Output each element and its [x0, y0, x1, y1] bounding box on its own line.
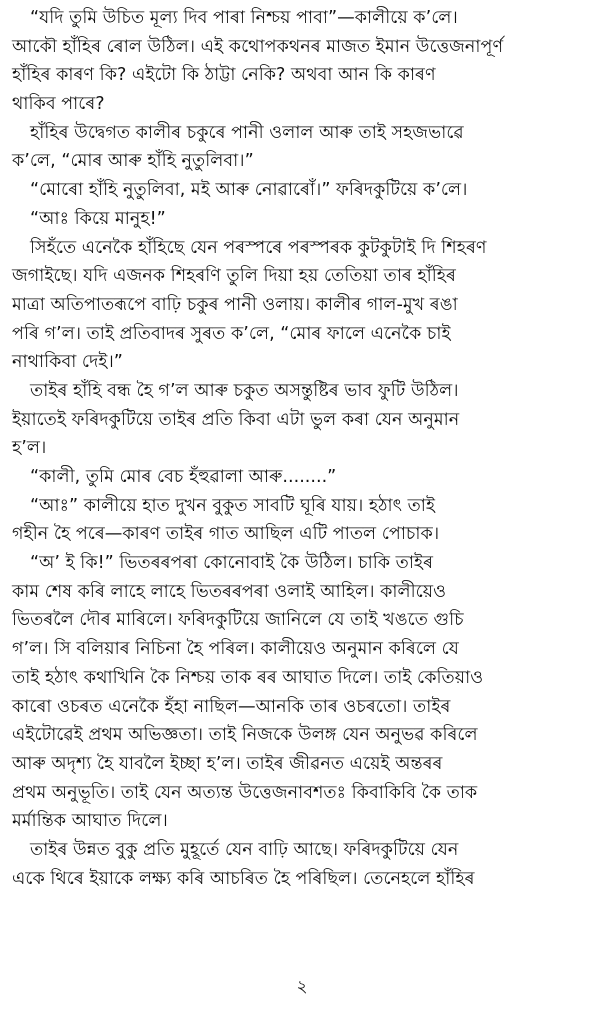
text-line: তাই হঠাৎ কথাখিনি কৈ নিশ্চয় তাক ৰৰ আঘাত দিলে। তাই কেতিয়াও — [12, 667, 484, 688]
text-line: গহীন হৈ পৰে—কাৰণ তাইৰ গাত আছিল এটি পাতল পোচাক। — [12, 524, 440, 545]
text-line: তাইৰ হাঁহি বন্ধ হৈ গ’ল আৰু চকুত অসন্তুষ্টিৰ ভাব ফুটি উঠিল। — [30, 380, 459, 401]
text-line: হাঁহিৰ উদ্বেগত কালীৰ চকুৰে পানী ওলাল আৰু তাই সহজভাৱে — [30, 122, 464, 143]
text-line: হাঁহিৰ কাৰণ কি? এইটো কি ঠাট্টা নেকি? অথবা আন কি কাৰণ — [12, 65, 436, 86]
text-line: একে থিৰে ইয়াকে লক্ষ্য কৰি আচৰিত হৈ পৰিছিল। তেনেহলে হাঁহিৰ — [12, 868, 475, 889]
text-line: “মোৰো হাঁহি নুতুলিবা, মই আৰু নোৱাৰোঁ।” ফৰিদকুটিয়ে ক’লে। — [30, 180, 468, 201]
text-line: হ’ল। — [12, 438, 47, 459]
text-line: জগাইছে। যদি এজনক শিহৰণি তুলি দিয়া হয় তেতিয়া তাৰ হাঁহিৰ — [12, 266, 456, 287]
text-line: ভিতৰলৈ দৌৰ মাৰিলে। ফৰিদকুটিয়ে জানিলে যে তাই খঙতে গুচি — [12, 610, 464, 631]
text-line: থাকিব পাৰে? — [12, 94, 105, 115]
text-line: “আঃ” কালীয়ে হাত দুখন বুকুত সাবটি ঘূৰি যায়। হঠাৎ তাই — [30, 495, 436, 516]
text-line: মৰ্মান্তিক আঘাত দিলে। — [12, 811, 168, 832]
book-page — [12, 4, 592, 1013]
text-line: “যদি তুমি উচিত মূল্য দিব পাৰা নিশ্চয় পাবা”—কালীয়ে ক’লে। — [30, 8, 458, 28]
text-line: প্ৰথম অনুভূতি। তাই যেন অত্যন্ত উত্তেজনাবশতঃ কিবাকিবি কৈ তাক — [12, 782, 478, 803]
text-line: গ’ল। সি বলিয়াৰ নিচিনা হৈ পৰিল। কালীয়েও অনুমান কৰিলে যে — [12, 639, 459, 660]
text-line: আৰু অদৃশ্য হৈ যাবলৈ ইচ্ছা হ’ল। তাইৰ জীৱনত এয়েই অন্তৰৰ — [12, 753, 443, 774]
text-line: “অ’ ই কি!” ভিতৰৰপৰা কোনোবাই কৈ উঠিল। চাকি তাইৰ — [30, 553, 433, 574]
text-line: এইটোৱেই প্ৰথম অভিজ্ঞতা। তাই নিজকে উলঙ্গ যেন অনুভৱ কৰিলে — [12, 725, 478, 746]
text-line: কাৰো ওচৰত এনেকৈ হঁহা নাছিল—আনকি তাৰ ওচৰতো। তাইৰ — [12, 696, 451, 717]
text-line: ক’লে, “মোৰ আৰু হাঁহি নুতুলিবা।” — [12, 151, 254, 172]
text-line: তাইৰ উন্নত বুকু প্ৰতি মুহূৰ্তে যেন বাঢ়ি আছে। ফৰিদকুটিয়ে যেন — [30, 839, 459, 860]
body-text — [12, 4, 592, 893]
text-line: “আঃ কিয়ে মানুহ!” — [30, 208, 166, 229]
text-line: পৰি গ’ল। তাই প্ৰতিবাদৰ সুৰত ক’লে, “মোৰ ফালে এনেকৈ চাই — [12, 323, 451, 344]
text-line: কাম শেষ কৰি লাহে লাহে ভিতৰৰপৰা ওলাই আহিল। কালীয়েও — [12, 581, 447, 602]
text-line: মাত্ৰা অতিপাতৰূপে বাঢ়ি চকুৰ পানী ওলায়। কালীৰ গাল-মুখ ৰঙা — [12, 294, 458, 315]
text-line: ইয়াতেই ফৰিদকুটিয়ে তাইৰ প্ৰতি কিবা এটা ভুল কৰা যেন অনুমান — [12, 409, 460, 430]
text-line: “কালী, তুমি মোৰ বেচ হঁহুৱালা আৰু........” — [30, 467, 337, 487]
page-number: ২ — [296, 977, 308, 997]
text-line: নাথাকিবা দেই।” — [12, 352, 123, 373]
text-line: আকৌ হাঁহিৰ ৰোল উঠিল। এই কথোপকথনৰ মাজত ইমান উত্তেজনাপূৰ্ণ — [12, 36, 504, 57]
text-line: সিহঁতে এনেকৈ হাঁহিছে যেন পৰস্পৰে পৰস্পৰক কুটকুটাই দি শিহৰণ — [30, 237, 487, 258]
